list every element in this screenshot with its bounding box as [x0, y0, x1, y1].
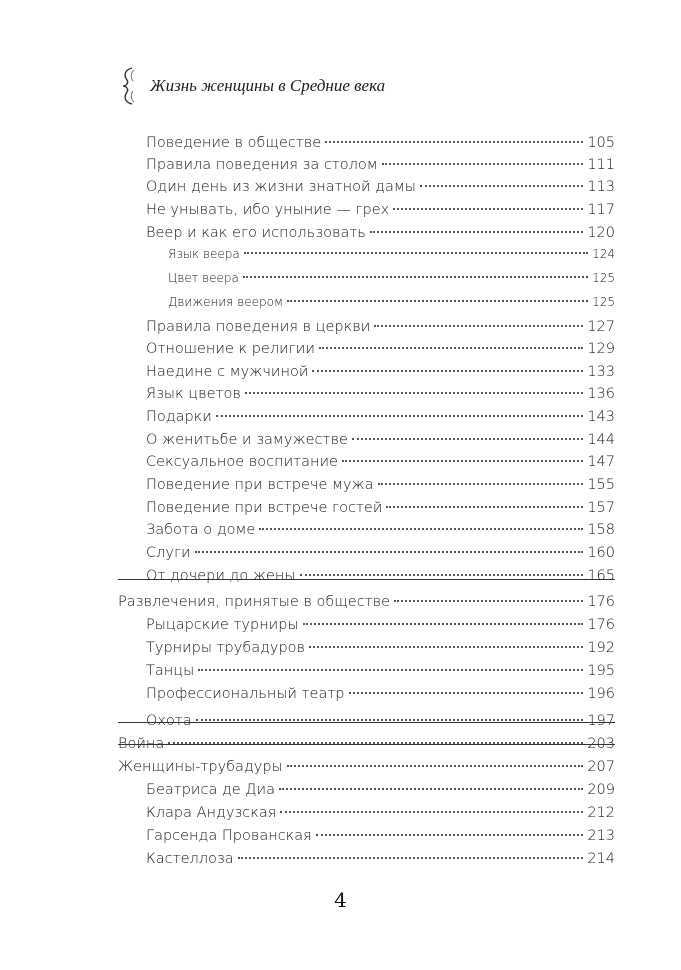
- toc-entry-page: 158: [587, 521, 615, 538]
- toc-entry: [168, 292, 615, 309]
- dot-leader: [312, 355, 583, 372]
- toc-entry: [168, 268, 615, 285]
- dot-leader: [196, 704, 584, 721]
- dot-leader: [394, 585, 583, 602]
- toc-entry-title: Отношение к религии: [146, 340, 315, 357]
- dot-leader: [393, 193, 583, 210]
- toc-entry-title: Танцы: [146, 662, 195, 679]
- toc-entry: [168, 244, 615, 261]
- dot-leader: [378, 468, 584, 485]
- toc-entry-title: Охота: [146, 712, 192, 729]
- toc-entry-title: Веер и как его использовать: [146, 224, 366, 241]
- toc-entry-page: 133: [587, 363, 615, 380]
- toc-entry: [146, 658, 615, 679]
- toc-entry: [118, 589, 615, 610]
- section-separator: [118, 579, 615, 580]
- toc-entry-page: 113: [587, 178, 615, 195]
- dot-leader: [342, 445, 583, 462]
- toc-entry-title: Язык цветов: [146, 385, 241, 402]
- toc-entry-title: Поведение при встрече гостей: [146, 499, 383, 516]
- toc-entry-page: 143: [587, 408, 615, 425]
- toc-entry-title: Слуги: [146, 544, 191, 561]
- toc-entry-title: Война: [118, 735, 165, 752]
- dot-leader: [303, 608, 584, 625]
- toc-entry-page: 213: [587, 827, 615, 844]
- toc-entry: [146, 681, 615, 702]
- toc-entry: [146, 472, 615, 493]
- toc-entry: [146, 381, 615, 402]
- toc-entry: [146, 517, 615, 538]
- section-separator: [118, 722, 615, 723]
- toc-entry-page: 197: [587, 712, 615, 729]
- toc-entry-title: Сексуальное воспитание: [146, 453, 338, 470]
- dot-leader: [245, 377, 583, 394]
- decorative-bracket-ornament-icon: [118, 66, 140, 106]
- toc-entry: [146, 846, 615, 867]
- toc-entry: [118, 731, 615, 752]
- dot-leader: [420, 170, 583, 187]
- toc-entry-title: Подарки: [146, 408, 212, 425]
- toc-entry-page: 212: [587, 804, 615, 821]
- toc-entry: [146, 197, 615, 218]
- dot-leader: [259, 513, 583, 530]
- dot-leader: [349, 677, 584, 694]
- toc-entry: [146, 612, 615, 633]
- dot-leader: [168, 727, 583, 744]
- dot-leader: [316, 819, 584, 836]
- toc-entry-page: 127: [587, 318, 615, 335]
- toc-entry-title: Профессиональный театр: [146, 685, 345, 702]
- toc-entry-title: О женитьбе и замужестве: [146, 431, 348, 448]
- dot-leader: [244, 240, 588, 254]
- toc-entry-title: Поведение при встрече мужа: [146, 476, 374, 493]
- dot-leader: [280, 796, 583, 813]
- toc-entry-page: 155: [587, 476, 615, 493]
- toc-entry-page: 160: [587, 544, 615, 561]
- toc-entry: [146, 708, 615, 729]
- toc-entry-page: 111: [587, 156, 615, 173]
- toc-entry: [146, 635, 615, 656]
- toc-entry-title: От дочери до жены: [146, 567, 296, 584]
- toc-entry: [146, 563, 615, 584]
- dot-leader: [325, 126, 583, 143]
- toc-entry-page: 120: [587, 224, 615, 241]
- toc-entry-title: Клара Андузская: [146, 804, 277, 821]
- toc-entry-page: 124: [592, 247, 615, 261]
- toc-entry-title: Развлечения, принятые в обществе: [118, 593, 391, 610]
- toc-entry: [146, 220, 615, 241]
- toc-entry-page: 125: [592, 295, 615, 309]
- toc-entry: [146, 404, 615, 425]
- page-number: 4: [334, 888, 347, 912]
- toc-entry-page: 196: [587, 685, 615, 702]
- toc-entry-page: 207: [587, 758, 615, 775]
- section-separator: [118, 744, 615, 745]
- toc-entry-page: 117: [587, 201, 615, 218]
- dot-leader: [279, 773, 583, 790]
- dot-leader: [319, 332, 583, 349]
- toc-entry-page: 165: [587, 567, 615, 584]
- toc-entry-title: Не унывать, ибо уныние — грех: [146, 201, 390, 218]
- toc-entry-page: 144: [587, 431, 615, 448]
- toc-entry: [118, 754, 615, 775]
- dot-leader: [216, 400, 583, 417]
- dot-leader: [195, 536, 584, 553]
- dot-leader: [243, 264, 588, 278]
- toc-entry-page: 176: [587, 593, 615, 610]
- toc-entry-title: Рыцарские турниры: [146, 616, 299, 633]
- toc-entry-page: 147: [587, 453, 615, 470]
- toc-entry-title: Правила поведения в церкви: [146, 318, 371, 335]
- dot-leader: [238, 842, 584, 859]
- running-title: Жизнь женщины в Средние века: [150, 76, 386, 95]
- dot-leader: [300, 559, 584, 576]
- toc-entry: [146, 540, 615, 561]
- toc-entry-title: Движения веером: [168, 295, 284, 309]
- toc-entry-title: Турниры трубадуров: [146, 639, 306, 656]
- toc-entry-title: Забота о доме: [146, 521, 256, 538]
- toc-entry-title: Цвет веера: [168, 271, 239, 285]
- toc-entry-title: Кастеллоза: [146, 850, 234, 867]
- toc-entry: [146, 800, 615, 821]
- toc-entry-page: 192: [587, 639, 615, 656]
- dot-leader: [198, 654, 583, 671]
- dot-leader: [352, 423, 583, 440]
- dot-leader: [386, 491, 583, 508]
- toc-entry: [146, 449, 615, 470]
- toc-entry-title: Язык веера: [168, 247, 240, 261]
- dot-leader: [382, 148, 584, 165]
- toc-entry-page: 203: [587, 735, 615, 752]
- toc-entry-page: 157: [587, 499, 615, 516]
- toc-entry: [146, 336, 615, 357]
- toc-entry-page: 136: [587, 385, 615, 402]
- dot-leader: [309, 631, 583, 648]
- toc-entry-page: 129: [587, 340, 615, 357]
- toc-entry-page: 125: [592, 271, 615, 285]
- toc-entry: [146, 823, 615, 844]
- toc-entry-page: 105: [587, 134, 615, 151]
- dot-leader: [287, 750, 584, 767]
- dot-leader: [370, 216, 583, 233]
- toc-entry-page: 209: [587, 781, 615, 798]
- toc-entry-page: 195: [587, 662, 615, 679]
- toc-entry: [146, 777, 615, 798]
- toc-entry-title: Правила поведения за столом: [146, 156, 378, 173]
- toc-entry-title: Женщины-трубадуры: [118, 758, 283, 775]
- toc-entry-title: Наедине с мужчиной: [146, 363, 309, 380]
- toc-entry-page: 176: [587, 616, 615, 633]
- toc-entry-title: Поведение в обществе: [146, 134, 322, 151]
- dot-leader: [287, 288, 588, 302]
- toc-entry: [146, 174, 615, 195]
- dot-leader: [374, 310, 583, 327]
- toc-entry-page: 214: [587, 850, 615, 867]
- toc-entry-title: Один день из жизни знатной дамы: [146, 178, 416, 195]
- toc-entry-title: Гарсенда Прованская: [146, 827, 312, 844]
- toc-entry-title: Беатриса де Диа: [146, 781, 275, 798]
